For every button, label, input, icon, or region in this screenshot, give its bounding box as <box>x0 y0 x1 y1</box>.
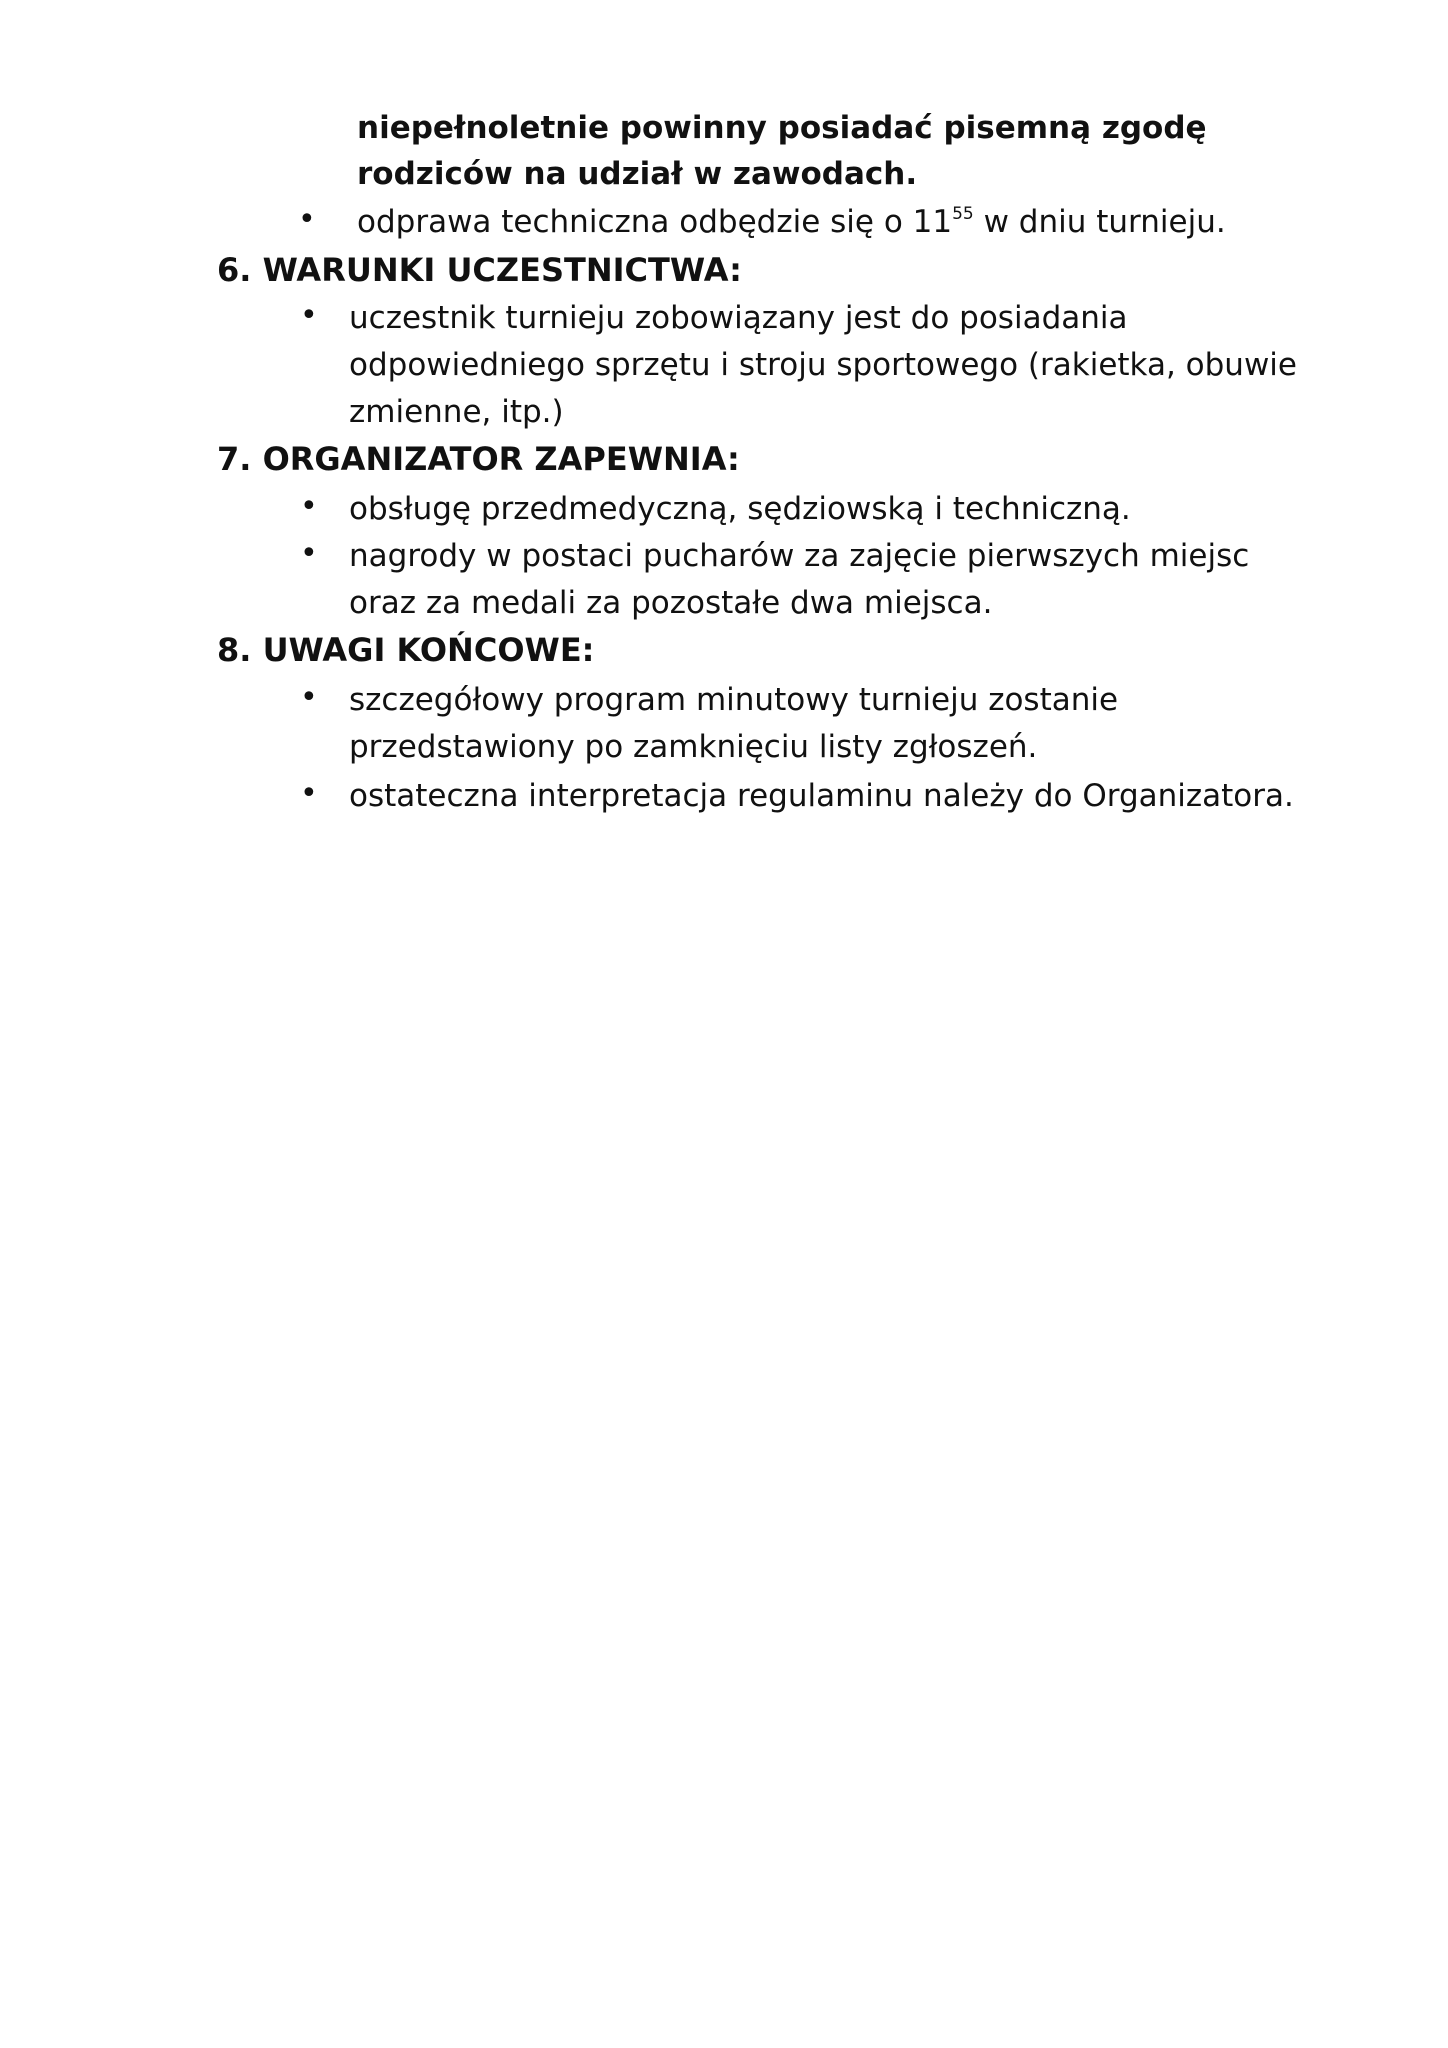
section-heading: 6. WARUNKI UCZESTNICTWA: <box>217 251 742 289</box>
briefing-text: odprawa techniczna odbędzie się o 11 <box>357 204 953 240</box>
list-item-line: oraz za medali za pozostałe dwa miejsca. <box>349 585 993 621</box>
continuation-line-2: rodziców na udział w zawodach. <box>357 156 918 192</box>
list-item-line: szczegółowy program minutowy turnieju zostanie <box>349 682 1119 718</box>
section-heading: 8. UWAGI KOŃCOWE: <box>217 631 595 669</box>
bullet-icon: • <box>300 489 318 524</box>
continuation-line-1: niepełnoletnie powinny posiadać pisemną zgodę <box>357 110 1207 146</box>
list-item-line: uczestnik turnieju zobowiązany jest do posiadania <box>349 300 1128 336</box>
list-item-line: przedstawiony po zamknięciu listy zgłoszeń. <box>349 729 1038 765</box>
briefing-text-end: w dniu turnieju. <box>973 204 1226 240</box>
bullet-icon: • <box>300 680 318 715</box>
bullet-icon: • <box>300 298 318 333</box>
section-heading: 7. ORGANIZATOR ZAPEWNIA: <box>217 440 740 478</box>
bullet-icon: • <box>298 202 316 237</box>
list-item-line: ostateczna interpretacja regulaminu należy do Organizatora. <box>349 778 1294 814</box>
bullet-icon: • <box>300 776 318 811</box>
list-item-line: nagrody w postaci pucharów za zajęcie pierwszych miejsc <box>349 538 1250 574</box>
list-item-line: odpowiedniego sprzętu i stroju sportowego (rakietka, obuwie <box>349 347 1297 383</box>
list-item-line: zmienne, itp.) <box>349 394 564 430</box>
briefing-time-superscript: 55 <box>952 203 974 224</box>
briefing-item <box>357 198 1226 246</box>
bullet-icon: • <box>300 536 318 571</box>
list-item-line: obsługę przedmedyczną, sędziowską i techniczną. <box>349 491 1131 527</box>
